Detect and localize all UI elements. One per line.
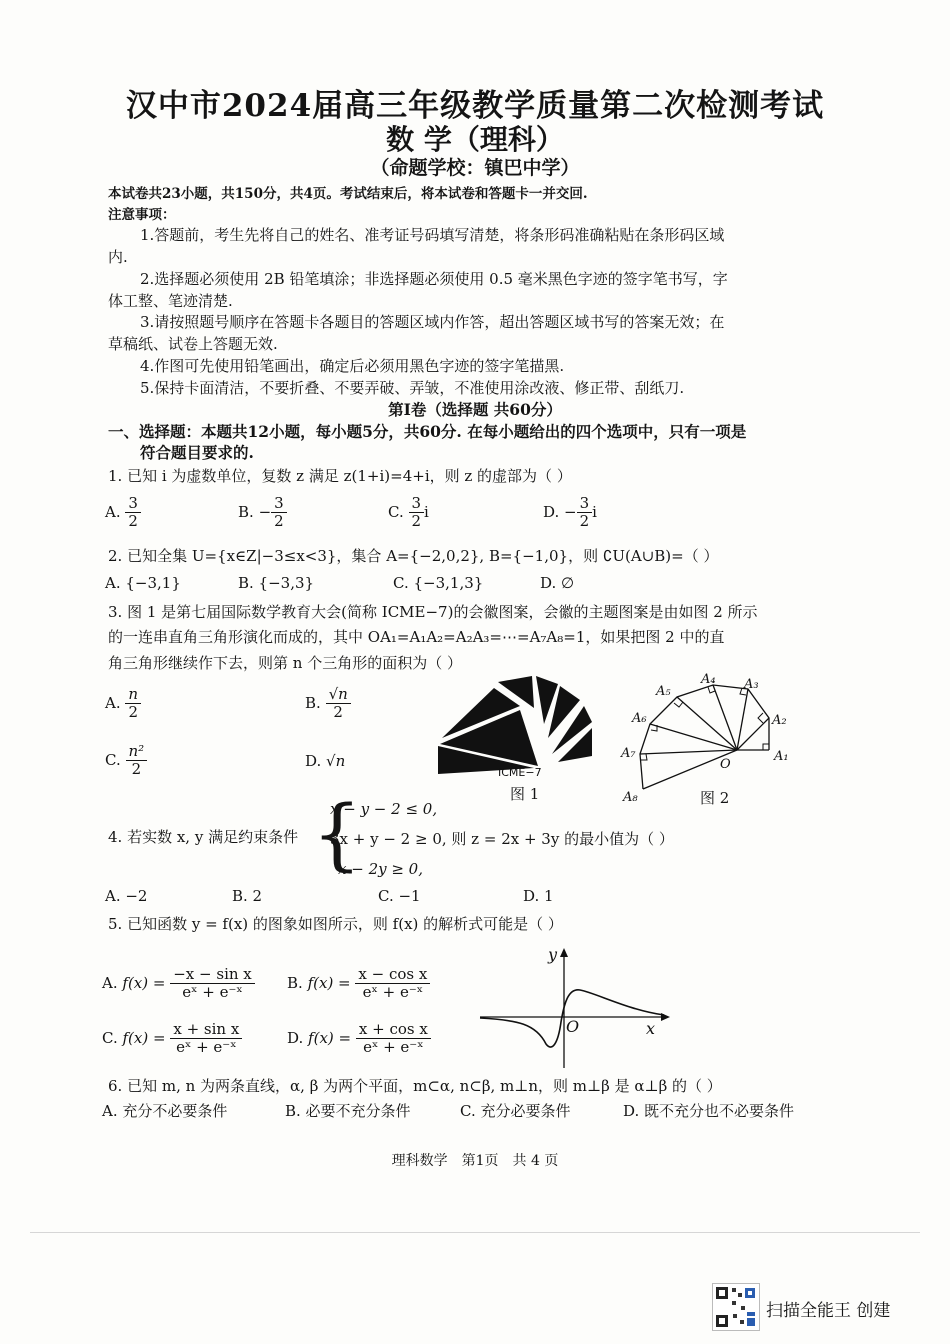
q2-option-b: B. {−3,3}: [238, 574, 315, 592]
constraint-2: 3x + y − 2 ≥ 0, 则 z = 2x + 3y 的最小值为（ ）: [330, 830, 674, 848]
y-axis-arrow: [560, 948, 568, 957]
q2-option-c: C. {−3,1,3}: [393, 574, 484, 592]
constraint-1: x − y − 2 ≤ 0,: [330, 800, 438, 818]
notice-item: 2.选择题必须使用 2B 铅笔填涂；非选择题必须使用 0.5 毫米黑色字迹的签字笔书写，字: [140, 270, 728, 288]
point-label-o: O: [720, 757, 731, 772]
notice-item: 5.保持卡面清洁，不要折叠、不要弄破、弄皱，不准使用涂改液、修正带、刮纸刀.: [140, 379, 685, 397]
icme7-logo-figure: [436, 674, 596, 780]
q3-option-d: D. √n: [305, 752, 346, 770]
question-3-line1: 3. 图 1 是第七届国际数学教育大会(简称 ICME−7)的会徽图案，会徽的主题图案是由如图 2 所示: [108, 603, 758, 621]
notice-heading: 注意事项：: [108, 207, 176, 223]
q3-option-a: A. $\frac{n}{2}$: [105, 686, 141, 722]
spiral-spoke: [650, 724, 737, 750]
point-label-a4: A₄: [701, 672, 716, 687]
question-3-line2: 的一连串直角三角形演化而成的，其中 OA₁=A₁A₂=A₂A₃=⋯=A₇A₈=1，如果把图 2 中的直: [108, 628, 725, 646]
point-label-a6: A₆: [632, 711, 647, 726]
part1-title: 第Ⅰ卷（选择题 共60分）: [388, 400, 562, 419]
right-angle-mark: [758, 713, 763, 723]
constraint-3: x − 2y ≥ 0,: [338, 860, 423, 878]
spiral-spoke: [677, 697, 737, 750]
notice-item: 1.答题前，考生先将自己的姓名、准考证号码填写清楚，将条形码准确粘贴在条形码区域: [140, 226, 725, 244]
point-label-a1: A₁: [774, 749, 789, 764]
figure-2-caption: 图 2: [700, 789, 730, 807]
q3-option-c: C. $\frac{\text{n²}}{2}$: [105, 743, 147, 779]
q6-option-b: B. 必要不充分条件: [285, 1102, 411, 1120]
q6-option-c: C. 充分必要条件: [460, 1102, 571, 1120]
logo-text: ICME−7: [498, 766, 542, 779]
question-4-lead: 4. 若实数 x, y 满足约束条件: [108, 828, 299, 846]
subject-title: 数 学（理科）: [386, 123, 564, 156]
qr-code-icon: [712, 1283, 760, 1331]
q6-option-a: A. 充分不必要条件: [102, 1102, 228, 1120]
q1-option-a: A. $\frac{3}{2}$: [105, 495, 141, 531]
point-label-a3: A₃: [744, 677, 759, 692]
q2-option-d: D. ∅: [540, 574, 575, 592]
q5-option-a: A. f(x) = $\frac{\text{−x − sin x}}{\text{eˣ + e⁻ˣ}}$: [102, 966, 255, 1002]
triangle-spiral-figure: [612, 668, 802, 806]
page-bottom-rule: [30, 1232, 920, 1233]
figure-1-caption: 图 1: [510, 785, 540, 803]
qr-pattern: [713, 1284, 759, 1330]
point-label-a5: A₅: [656, 684, 671, 699]
section-heading-cont: 符合题目要求的.: [140, 443, 254, 462]
section-heading: 一、选择题：本题共12小题，每小题5分，共60分. 在每小题给出的四个选项中，只有一项是: [108, 422, 747, 441]
right-angle-mark: [641, 754, 647, 760]
notice-item: 内.: [108, 248, 128, 266]
q6-option-d: D. 既不充分也不必要条件: [623, 1102, 795, 1120]
point-label-a7: A₇: [621, 746, 636, 761]
origin-label: O: [566, 1017, 580, 1036]
point-label-a2: A₂: [772, 713, 787, 728]
right-angle-mark: [763, 744, 769, 750]
x-axis-label: x: [646, 1019, 656, 1038]
q4-option-c: C. −1: [378, 887, 421, 905]
q4-option-a: A. −2: [105, 887, 148, 905]
notice-item: 3.请按照题号顺序在答题卡各题目的答题区域内作答，超出答题区域书写的答案无效；在: [140, 313, 725, 331]
function-graph: [478, 940, 678, 1072]
constraint-brace: {: [312, 790, 362, 880]
question-3-line3: 角三角形继续作下去，则第 n 个三角形的面积为（ ）: [108, 654, 462, 672]
point-label-a8: A₈: [623, 790, 638, 805]
notice-item: 4.作图可先使用铅笔画出，确定后必须用黑色字迹的签字笔描黑.: [140, 357, 565, 375]
q2-option-a: A. {−3,1}: [105, 574, 181, 592]
question-5-text: 5. 已知函数 y = f(x) 的图象如图所示，则 f(x) 的解析式可能是（ ）: [108, 915, 563, 933]
q5-option-d: D. f(x) = $\frac{\text{x + cos x}}{\text{eˣ + e⁻ˣ}}$: [287, 1021, 431, 1057]
q1-option-d: D. − $\frac{3}{2}$ i: [543, 494, 597, 531]
y-axis-label: y: [548, 945, 558, 964]
q5-option-b: B. f(x) = $\frac{\text{x − cos x}}{\text{eˣ + e⁻ˣ}}$: [287, 966, 430, 1002]
notice-item: 草稿纸、试卷上答题无效.: [108, 335, 278, 353]
question-2-text: 2. 已知全集 U={x∈Z|−3≤x<3}，集合 A={−2,0,2}, B={−1,0}，则 ∁U(A∪B)=（ ）: [108, 547, 719, 565]
scanner-stamp-text: 扫描全能王 创建: [766, 1301, 891, 1321]
exam-title: 汉中市2024届高三年级教学质量第二次检测考试: [125, 88, 825, 124]
q4-option-b: B. 2: [232, 887, 263, 905]
question-1-text: 1. 已知 i 为虚数单位，复数 z 满足 z(1+i)=4+i，则 z 的虚部为（ ）: [108, 467, 572, 485]
school-line: （命题学校：镇巴中学）: [370, 157, 580, 179]
spiral-spoke: [640, 750, 737, 754]
q1-option-b: B. − $\frac{3}{2}$: [238, 495, 287, 531]
question-6-text: 6. 已知 m, n 为两条直线，α, β 为两个平面，m⊂α, n⊂β, m⊥n，则 m⊥β 是 α⊥β 的（ ）: [108, 1077, 722, 1095]
q1-option-c: C. $\frac{3}{2}$ i: [388, 494, 429, 531]
q4-option-d: D. 1: [523, 887, 554, 905]
q5-option-c: C. f(x) = $\frac{\text{x + sin x}}{\text{eˣ + e⁻ˣ}}$: [102, 1021, 242, 1057]
notice-item: 体工整、笔迹清楚.: [108, 292, 233, 310]
right-angle-mark: [674, 702, 683, 707]
intro-line: 本试卷共23小题，共150分，共4页。考试结束后，将本试卷和答题卡一并交回.: [108, 186, 588, 202]
page-footer: 理科数学 第1页 共 4 页: [391, 1153, 559, 1169]
q3-option-b: B. $\frac{√n}{2}$: [305, 686, 351, 722]
